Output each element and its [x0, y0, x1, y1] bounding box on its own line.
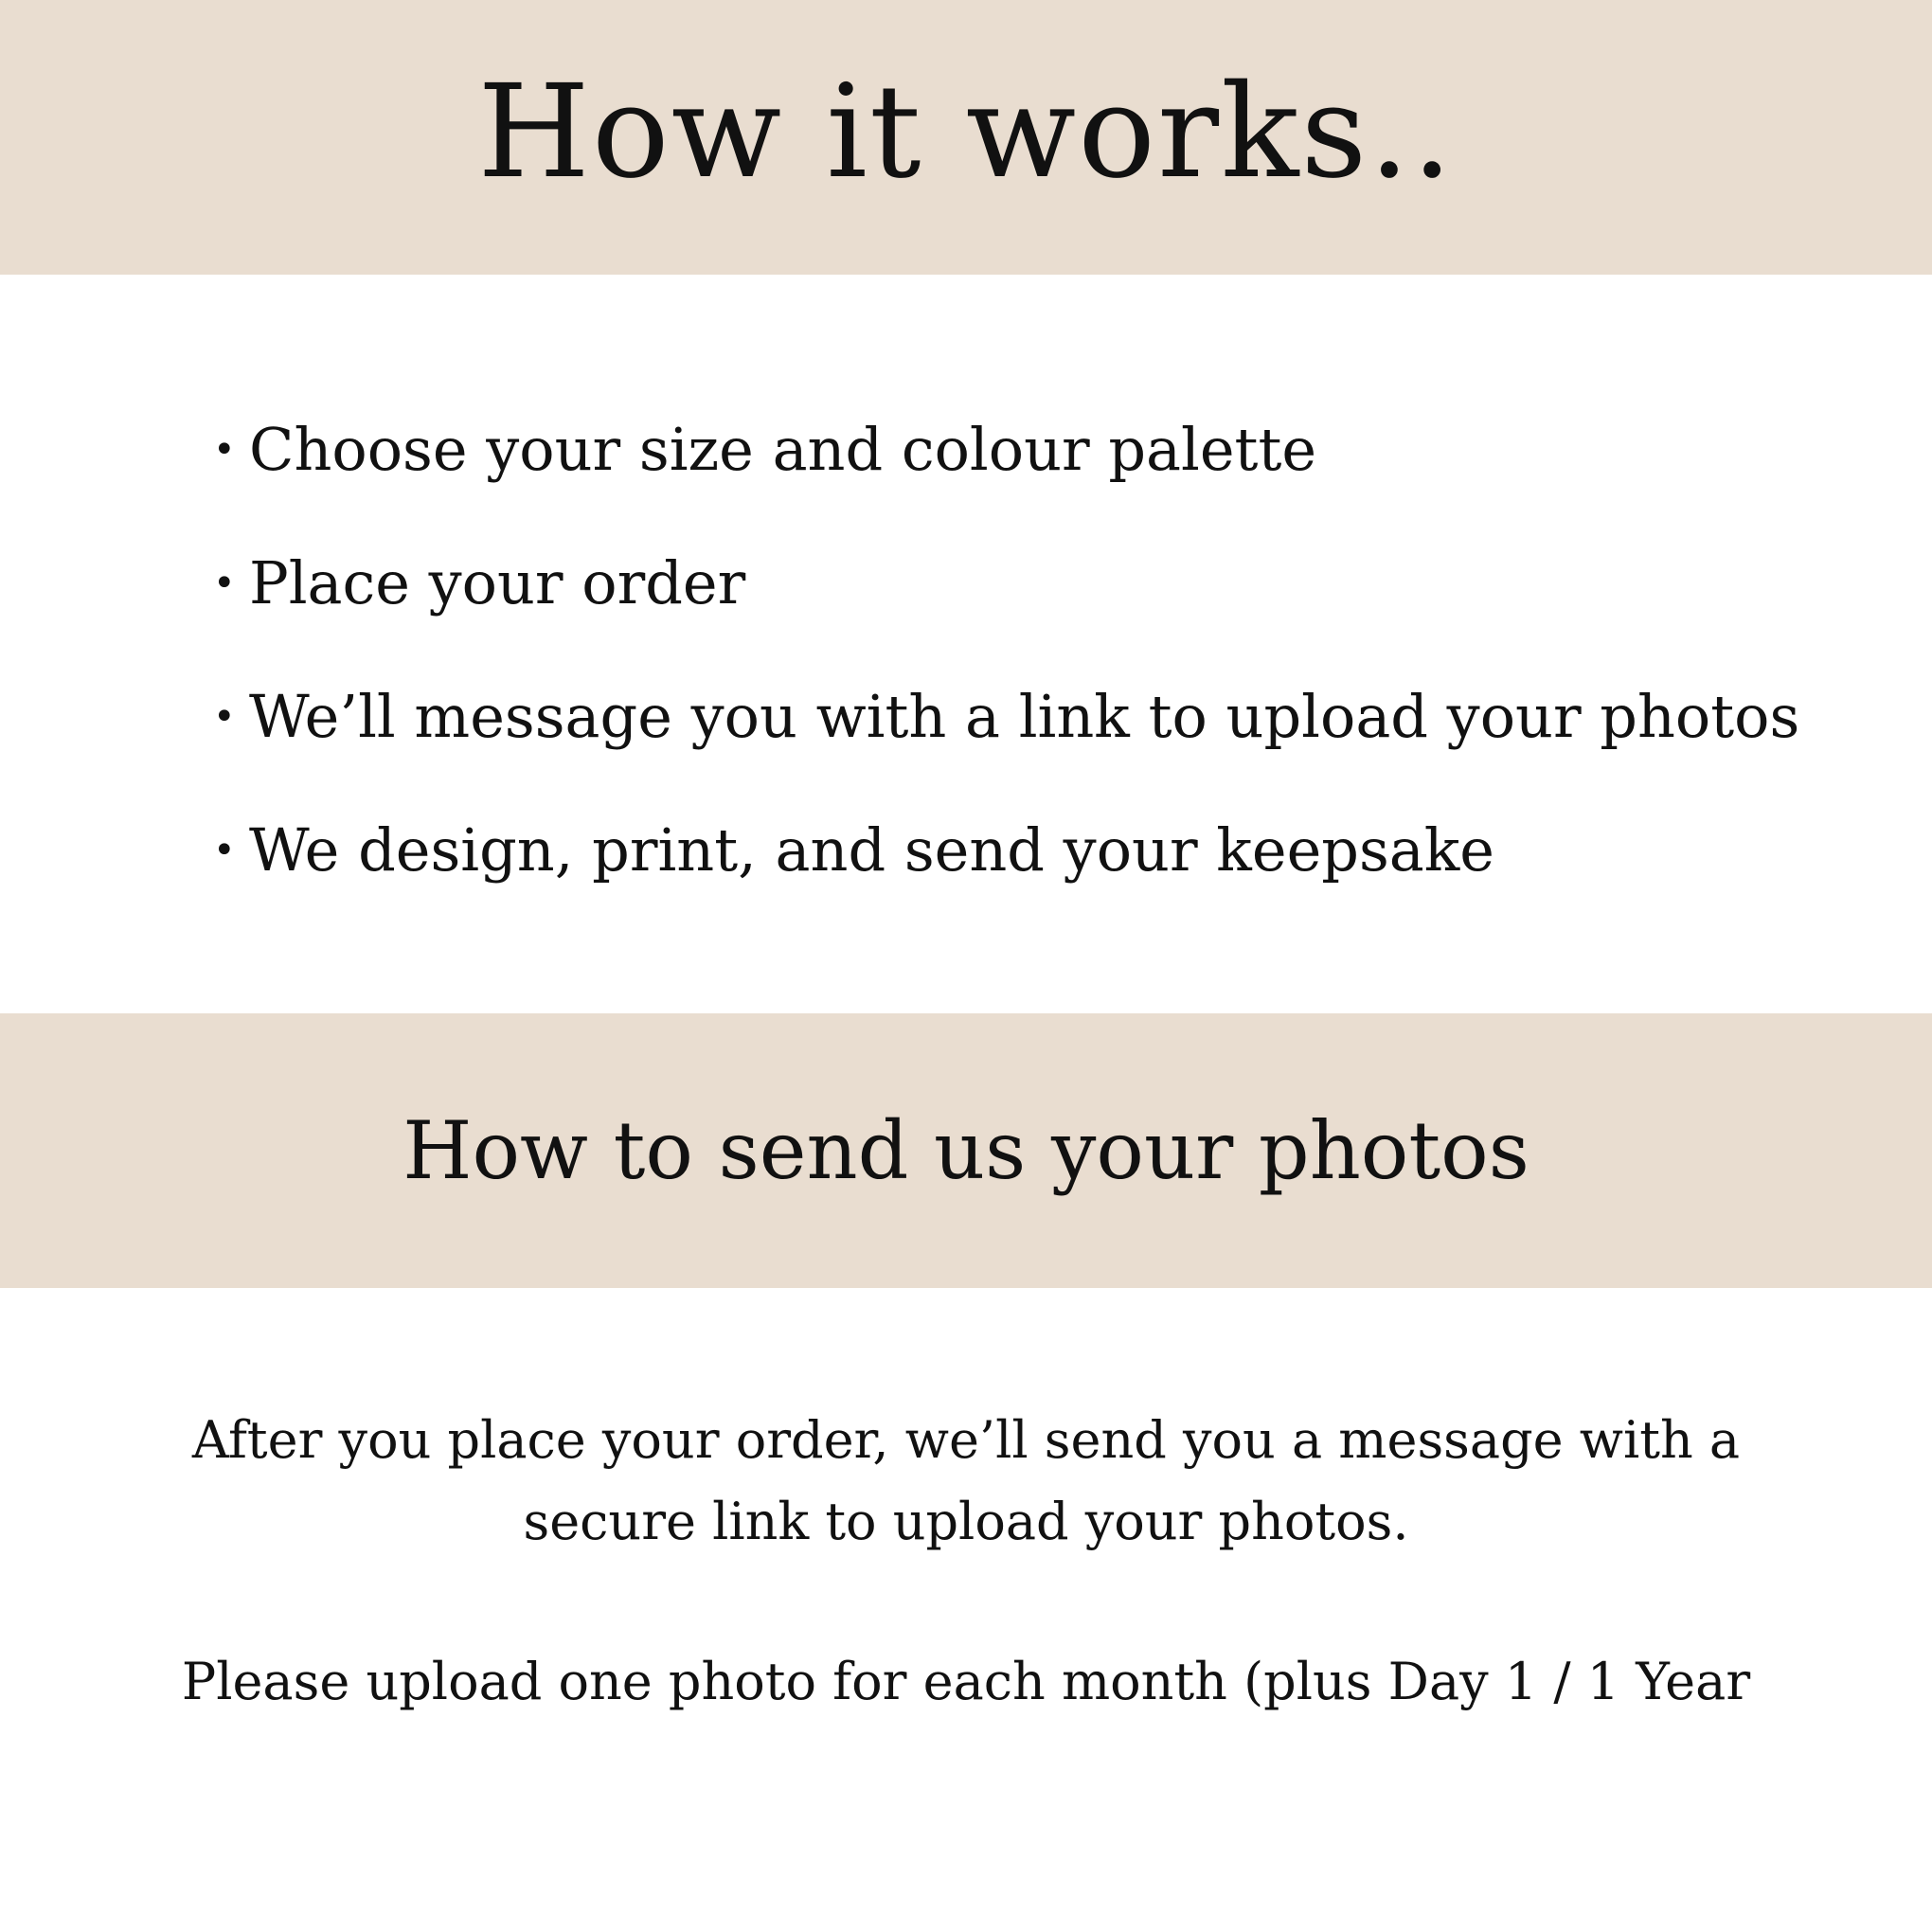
- step-text: We design, print, and send your keepsake: [249, 815, 1494, 885]
- upload-note: Please upload one photo for each month (plus Day 1 / 1 Year: [181, 1652, 1751, 1711]
- page-title: How it works..: [477, 58, 1455, 207]
- bullet-icon: •: [213, 695, 236, 739]
- step-text: Choose your size and colour palette: [249, 415, 1317, 484]
- instructions-line: After you place your order, we’ll send you a message with a: [191, 1410, 1741, 1470]
- list-item: [213, 813, 1799, 888]
- bullet-icon: •: [213, 428, 236, 472]
- bullet-icon: •: [213, 562, 236, 605]
- list-item: [213, 546, 1799, 621]
- list-item: [213, 412, 1799, 488]
- list-item: [213, 679, 1799, 755]
- section-title: How to send us your photos: [402, 1104, 1530, 1197]
- instructions-paragraph: [95, 1400, 1837, 1563]
- step-text: We’ll message you with a link to upload your photos: [249, 682, 1800, 751]
- steps-list: [213, 412, 1799, 946]
- bullet-icon: •: [213, 829, 236, 872]
- instructions-line: secure link to upload your photos.: [523, 1492, 1409, 1551]
- step-text: Place your order: [249, 548, 746, 617]
